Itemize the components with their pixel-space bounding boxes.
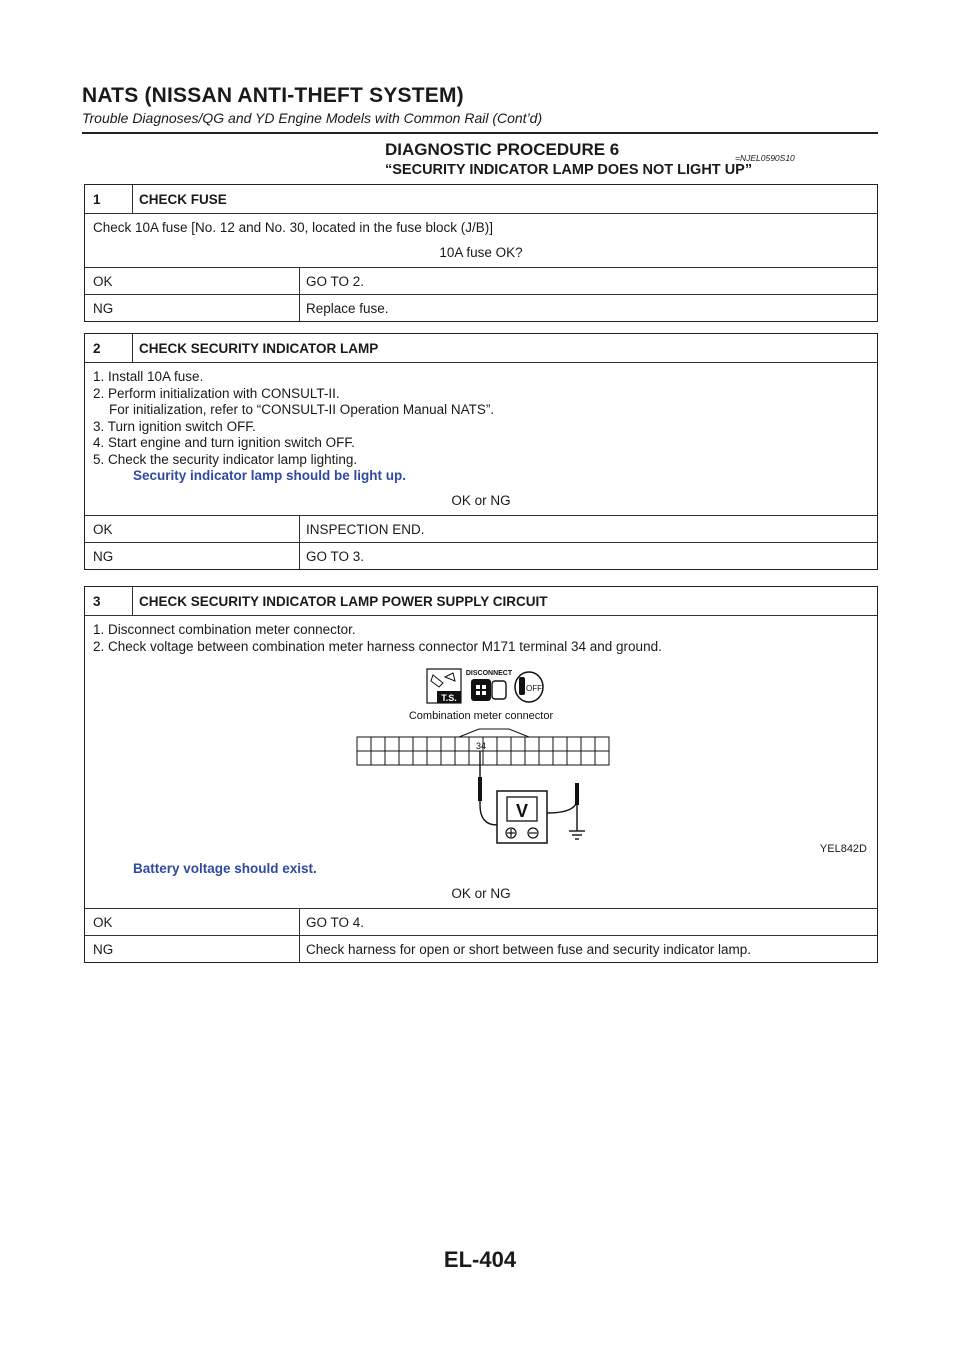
step-number: 2: [85, 334, 133, 362]
ignition-off-icon: [515, 672, 543, 702]
voltmeter-icon: [497, 791, 547, 843]
step-instruction: For initialization, refer to “CONSULT-II Operation Manual NATS”.: [109, 402, 495, 417]
procedure-ref-id: =NJEL0590S10: [735, 153, 795, 163]
step-question: OK or NG: [451, 885, 511, 901]
step-header: [85, 587, 877, 615]
voltmeter-symbol: V: [515, 801, 529, 821]
step-instruction: 1. Disconnect combination meter connector.: [93, 622, 356, 637]
ground-icon: [569, 831, 585, 839]
result-row-ok: [85, 267, 877, 294]
ts-icon-label: T.S.: [441, 693, 457, 703]
step-instruction: 5. Check the security indicator lamp lighting.: [93, 451, 358, 467]
figure-code: YEL842D: [819, 842, 867, 855]
result-key: NG: [85, 295, 300, 321]
connector-label: Combination meter connector: [408, 710, 554, 722]
result-action: GO TO 4.: [306, 914, 365, 930]
page-number: EL-404: [443, 1247, 517, 1272]
step-instruction: 2. Perform initialization with CONSULT-II.: [93, 385, 340, 401]
procedure-heading: [385, 140, 878, 178]
result-action: GO TO 3.: [306, 548, 365, 564]
step-title: CHECK SECURITY INDICATOR LAMP POWER SUPPLY CIRCUIT: [139, 593, 548, 609]
step-header: [85, 185, 877, 213]
step-question: OK or NG: [451, 492, 511, 508]
ground-lead: [547, 783, 577, 831]
result-key: OK: [85, 909, 300, 935]
result-key: NG: [85, 936, 300, 962]
step-instruction: 3. Turn ignition switch OFF.: [93, 418, 256, 434]
step-instruction: 4. Start engine and turn ignition switch OFF.: [93, 435, 355, 450]
step-instruction: 1. Install 10A fuse.: [93, 369, 204, 384]
step-instruction: Check 10A fuse [No. 12 and No. 30, located in the fuse block (J/B)]: [93, 220, 493, 235]
step-body: [85, 362, 877, 515]
step-1-box: [84, 184, 878, 322]
result-action: Replace fuse.: [306, 300, 389, 316]
step-body: [85, 213, 877, 267]
result-action: GO TO 2.: [306, 273, 365, 289]
procedure-subtitle: “SECURITY INDICATOR LAMP DOES NOT LIGHT UP”: [385, 162, 753, 178]
step-number: 1: [85, 185, 133, 213]
step-2-box: [84, 333, 878, 570]
step-question: 10A fuse OK?: [439, 244, 523, 260]
step-body: [85, 615, 877, 908]
step-requirement: Security indicator lamp should be light up.: [133, 468, 407, 483]
header-subtitle: Trouble Diagnoses/QG and YD Engine Models with Common Rail (Cont’d): [82, 110, 543, 126]
step-instruction: 2. Check voltage between combination meter harness connector M171 terminal 34 and ground.: [93, 638, 662, 654]
terminal-label: 34: [475, 741, 487, 751]
procedure-title: DIAGNOSTIC PROCEDURE 6: [385, 140, 620, 159]
result-action: Check harness for open or short between fuse and security indicator lamp.: [306, 941, 751, 957]
result-row-ng: [85, 542, 877, 569]
result-action: INSPECTION END.: [306, 521, 425, 537]
voltage-check-figure: [93, 655, 869, 861]
result-key: OK: [85, 268, 300, 294]
step-3-box: [84, 586, 878, 963]
result-row-ng: [85, 935, 877, 962]
header-divider: [82, 132, 878, 134]
ignition-off-label: OFF: [526, 684, 542, 693]
result-row-ok: [85, 908, 877, 935]
step-title: CHECK FUSE: [139, 191, 227, 207]
step-number: 3: [85, 587, 133, 615]
disconnect-icon: [466, 670, 513, 701]
disconnect-icon-label: DISCONNECT: [465, 670, 513, 677]
result-key: NG: [85, 543, 300, 569]
header-title: NATS (NISSAN ANTI-THEFT SYSTEM): [82, 84, 464, 107]
result-row-ng: [85, 294, 877, 321]
step-header: [85, 334, 877, 362]
step-title: CHECK SECURITY INDICATOR LAMP: [139, 340, 379, 356]
page-header: [82, 84, 878, 126]
wiring-diagram: [93, 655, 869, 861]
ts-icon: [427, 669, 461, 703]
result-row-ok: [85, 515, 877, 542]
step-requirement: Battery voltage should exist.: [133, 861, 317, 876]
result-key: OK: [85, 516, 300, 542]
